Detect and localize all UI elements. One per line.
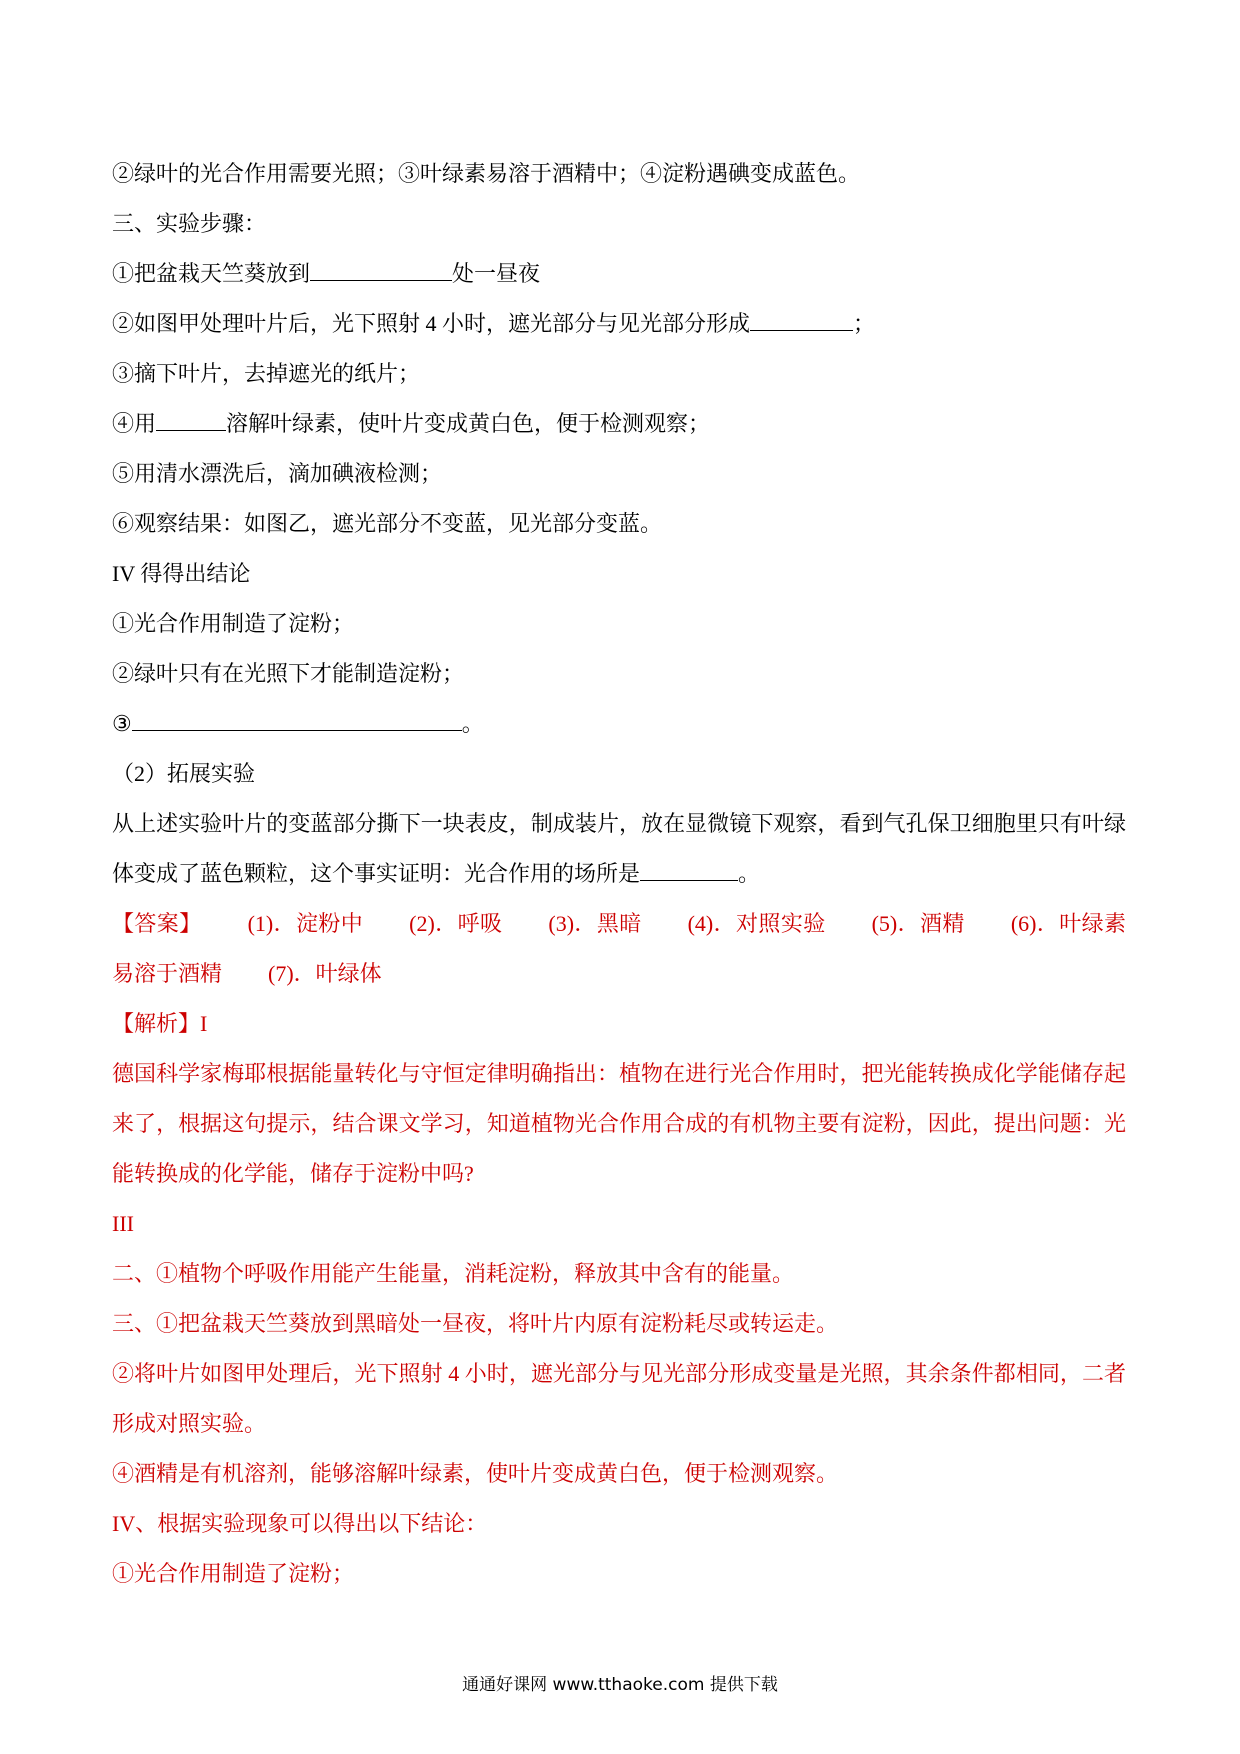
analysis-line-4: ④酒精是有机溶剂，能够溶解叶绿素，使叶片变成黄白色，便于检测观察。 xyxy=(112,1461,839,1486)
analysis-part-i: I xyxy=(200,1011,208,1036)
step-4-text: ④用 xyxy=(112,411,157,436)
analysis-line-3: ②将叶片如图甲处理后，光下照射 4 小时，遮光部分与见光部分形成变量是光照，其余条件都相同，二者形成对照实验。 xyxy=(112,1361,1126,1436)
answer-item: (3)．黑暗 xyxy=(548,911,642,936)
analysis-heading xyxy=(112,999,1126,1049)
step-3: ③摘下叶片，去掉遮光的纸片； xyxy=(112,361,421,386)
conclusion-1: ①光合作用制造了淀粉； xyxy=(112,611,355,636)
step-2-text: ②如图甲处理叶片后，光下照射 4 小时，遮光部分与见光部分形成 xyxy=(112,311,751,336)
step-1-text-after: 处一昼夜 xyxy=(452,261,541,286)
extension-text-after: 。 xyxy=(738,861,761,886)
step-4-text-after: 溶解叶绿素，使叶片变成黄白色，便于检测观察； xyxy=(226,411,711,436)
fill-blank-4 xyxy=(132,710,462,731)
conclusion-2: ②绿叶只有在光照下才能制造淀粉； xyxy=(112,661,465,686)
answer-label: 【答案】 xyxy=(112,911,202,936)
answer-item: (5)．酒精 xyxy=(871,911,965,936)
answer-item: (6)．叶绿素易溶于酒精 xyxy=(112,911,1127,986)
step-1-text: ①把盆栽天竺葵放到 xyxy=(112,261,311,286)
conclusion-heading: IV 得得出结论 xyxy=(112,561,251,586)
analysis-line-1: 二、①植物个呼吸作用能产生能量，消耗淀粉，释放其中含有的能量。 xyxy=(112,1261,795,1286)
analysis-line-2: 三、①把盆栽天竺葵放到黑暗处一昼夜，将叶片内原有淀粉耗尽或转运走。 xyxy=(112,1311,839,1336)
step-2-text-after: ； xyxy=(853,311,876,336)
extension-text: 从上述实验叶片的变蓝部分撕下一块表皮，制成装片，放在显微镜下观察，看到气孔保卫细胞里只有叶绿体变成了蓝色颗粒，这个事实证明：光合作用的场所是 xyxy=(112,811,1126,886)
step-2 xyxy=(112,299,1126,349)
analysis-part-iii: III xyxy=(112,1211,134,1236)
fill-blank-2 xyxy=(750,310,853,331)
fill-blank-1 xyxy=(310,260,452,281)
document-page xyxy=(112,149,1126,1599)
extension-paragraph xyxy=(112,799,1126,899)
step-6: ⑥观察结果：如图乙，遮光部分不变蓝，见光部分变蓝。 xyxy=(112,511,663,536)
step-1 xyxy=(112,249,1126,299)
extension-heading: （2）拓展实验 xyxy=(112,761,256,786)
answer-item: (4)．对照实验 xyxy=(687,911,826,936)
conclusion-3-text: ③ xyxy=(112,711,132,736)
analysis-line-5: IV、根据实验现象可以得出以下结论： xyxy=(112,1511,488,1536)
step-5: ⑤用清水漂洗后，滴加碘液检测； xyxy=(112,461,443,486)
answer-item: (1)．淀粉中 xyxy=(247,911,364,936)
conclusion-3 xyxy=(112,699,1126,749)
fill-blank-5 xyxy=(640,860,738,881)
conclusion-3-text-after: 。 xyxy=(461,711,484,736)
fill-blank-3 xyxy=(156,410,226,431)
step-4 xyxy=(112,399,1126,449)
answer-item: (7)．叶绿体 xyxy=(268,961,382,986)
intro-line: ②绿叶的光合作用需要光照；③叶绿素易溶于酒精中；④淀粉遇碘变成蓝色。 xyxy=(112,161,861,186)
analysis-paragraph-1: 德国科学家梅耶根据能量转化与守恒定律明确指出：植物在进行光合作用时，把光能转换成化学能储存起来了，根据这句提示，结合课文学习，知道植物光合作用合成的有机物主要有淀粉，因此，提出问题：光能转换成的化学能，储存于淀粉中吗? xyxy=(112,1061,1126,1186)
analysis-line-6: ①光合作用制造了淀粉； xyxy=(112,1561,355,1586)
answer-item: (2)．呼吸 xyxy=(409,911,503,936)
answer-block xyxy=(112,899,1126,999)
steps-heading: 三、实验步骤： xyxy=(112,211,267,236)
page-footer: 通通好课网 www.tthaoke.com 提供下载 xyxy=(462,1675,778,1695)
analysis-label: 【解析】 xyxy=(112,1011,201,1036)
